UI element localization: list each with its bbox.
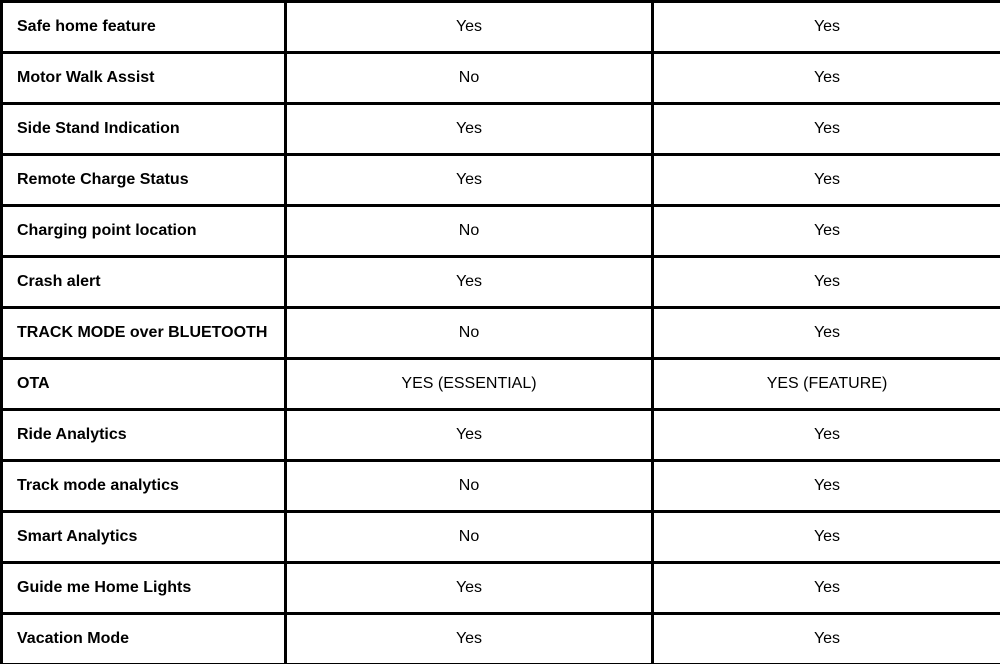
variant-2-value-cell: Yes xyxy=(654,411,1000,459)
variant-1-value-cell: Yes xyxy=(287,105,651,153)
feature-name-cell: Safe home feature xyxy=(3,3,284,51)
feature-name-cell: OTA xyxy=(3,360,284,408)
feature-name-cell: Crash alert xyxy=(3,258,284,306)
variant-1-value-cell: No xyxy=(287,207,651,255)
variant-1-value-cell: Yes xyxy=(287,615,651,663)
variant-1-value-cell: Yes xyxy=(287,156,651,204)
feature-name-cell: Side Stand Indication xyxy=(3,105,284,153)
variant-2-value-cell: Yes xyxy=(654,105,1000,153)
variant-1-value-cell: Yes xyxy=(287,3,651,51)
variant-1-value-cell: No xyxy=(287,309,651,357)
feature-name-cell: Remote Charge Status xyxy=(3,156,284,204)
variant-2-value-cell: Yes xyxy=(654,564,1000,612)
variant-2-value-cell: Yes xyxy=(654,156,1000,204)
variant-1-value-cell: No xyxy=(287,54,651,102)
variant-1-value-cell: Yes xyxy=(287,411,651,459)
feature-name-cell: Vacation Mode xyxy=(3,615,284,663)
feature-name-cell: Charging point location xyxy=(3,207,284,255)
variant-2-value-cell: Yes xyxy=(654,309,1000,357)
variant-1-value-cell: Yes xyxy=(287,258,651,306)
feature-name-cell: Motor Walk Assist xyxy=(3,54,284,102)
feature-name-cell: Guide me Home Lights xyxy=(3,564,284,612)
variant-2-value-cell: Yes xyxy=(654,54,1000,102)
feature-name-cell: Track mode analytics xyxy=(3,462,284,510)
feature-name-cell: TRACK MODE over BLUETOOTH xyxy=(3,309,284,357)
variant-2-value-cell: Yes xyxy=(654,615,1000,663)
variant-1-value-cell: Yes xyxy=(287,564,651,612)
variant-2-value-cell: Yes xyxy=(654,462,1000,510)
variant-2-value-cell: Yes xyxy=(654,513,1000,561)
feature-name-cell: Ride Analytics xyxy=(3,411,284,459)
variant-2-value-cell: Yes xyxy=(654,258,1000,306)
variant-1-value-cell: No xyxy=(287,513,651,561)
feature-name-cell: Smart Analytics xyxy=(3,513,284,561)
variant-2-value-cell: YES (FEATURE) xyxy=(654,360,1000,408)
variant-2-value-cell: Yes xyxy=(654,207,1000,255)
variant-1-value-cell: No xyxy=(287,462,651,510)
variant-2-value-cell: Yes xyxy=(654,3,1000,51)
variant-1-value-cell: YES (ESSENTIAL) xyxy=(287,360,651,408)
